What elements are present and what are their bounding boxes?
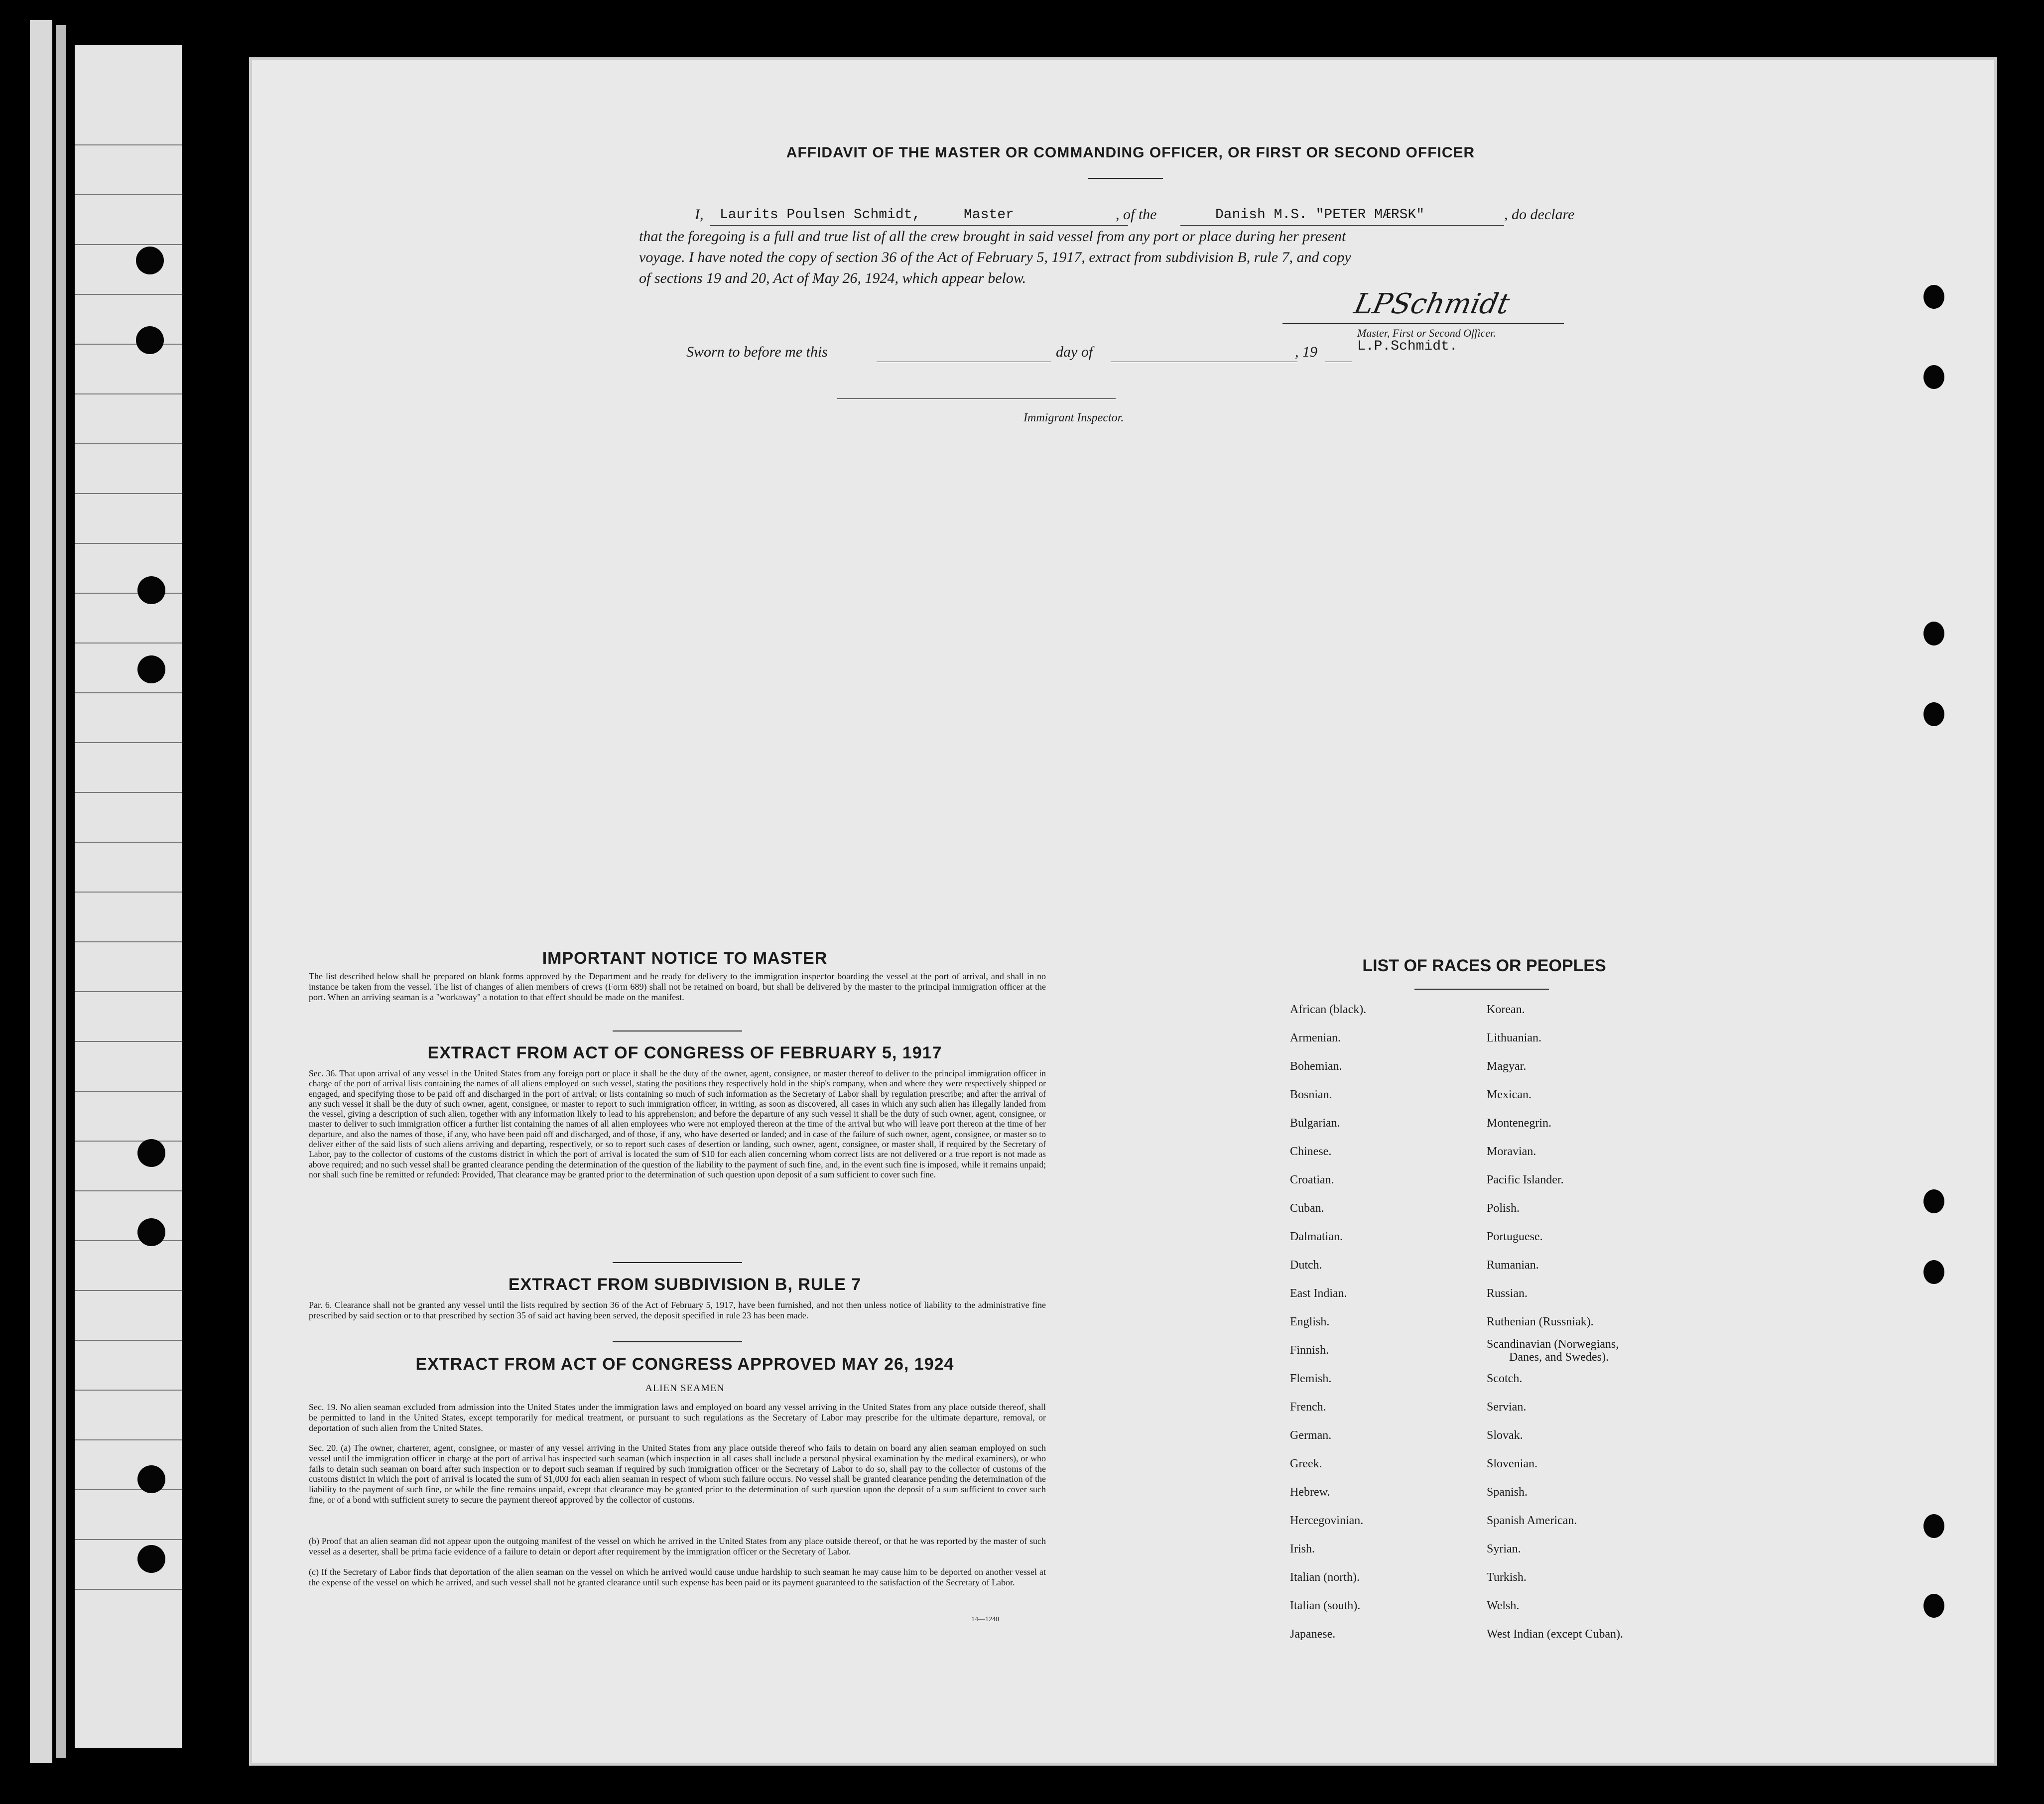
race-item: Montenegrin.: [1487, 1117, 1551, 1130]
punch-hole: [1923, 285, 1944, 309]
punch-hole: [137, 576, 165, 604]
extract-1917-text: Sec. 36. That upon arrival of any vessel in the United States from any foreign port or place it shall be the duty of the owner, agent, consignee, or master thereof to deliver to the principal immigration officer in charge of the port of arrival lists containing the names of all aliens employed on such vessel, stating the positions they respectively hold in the ship's company, when and where they were respectively shipped or engaged, and specifying those to be paid off and discharged in the port of arrival; or lists containing so much of such information as the Secretary of Labor shall by regulation prescribe; and after the arrival of any such vessel it shall be the duty of such owner, agent, consignee, or master to report to such immigration officer, in writing, as soon as discovered, all cases in which any such alien has illegally landed from the vessel, giving a description of such alien, together with any information likely to lead to his apprehension; and before the departure of any such vessel it shall be the duty of such owner, agent, consignee, or master to deliver to such immigration officer a further list containing the names of all alien employees who were not employed thereon at the time of the arrival but who will leave port thereon at the time of her departure, and also the names of those, if any, who have been paid off and discharged, and of those, if any, who have deserted or landed; and in case of the failure of such owner, agent, consignee, or master so to deliver either of the said lists of such aliens arriving and departing, respectively, or so to report such cases of desertion or landing, such owner, agent, consignee, or master shall, if required by the Secretary of Labor, pay to the collector of customs of the customs district in which the port of arrival is located the sum of $10 for each alien concerning whom correct lists are not delivered or a true report is not made as above required; and no such vessel shall be granted clearance pending the determination of the question of the liability to the payment of such fine, and, in the event such fine is imposed, while it remains unpaid; nor shall such fine be remitted or refunded: Provided, That clearance may be granted prior to the determination of such question upon deposit of a sum sufficient to cover such fine.: [309, 1068, 1046, 1179]
affidavit-line-2: that the foregoing is a full and true list of all the crew brought in said vessel from any port or place during her present: [639, 228, 1346, 245]
race-item: West Indian (except Cuban).: [1487, 1628, 1623, 1641]
race-item: Hercegovinian.: [1290, 1514, 1364, 1527]
race-item: Ruthenian (Russniak).: [1487, 1315, 1594, 1328]
sec-20c-text: (c) If the Secretary of Labor finds that deportation of the alien seaman on the vessel on which he arrived would cause undue hardship to such seaman he may cause him to be deported on another vessel at the expense of the vessel on which he arrived, and such vessel shall not be granted clearance until such expense has been paid or its payment guaranteed to the satisfaction of the Secretary of Labor.: [309, 1567, 1046, 1587]
race-item: Dutch.: [1290, 1259, 1322, 1272]
punch-hole: [136, 326, 164, 354]
signer-name: L.P.Schmidt.: [1357, 339, 1458, 354]
notice-title: IMPORTANT NOTICE TO MASTER: [542, 949, 828, 968]
binder-edge: [30, 20, 52, 1763]
race-item: Croatian.: [1290, 1173, 1334, 1186]
race-item: African (black).: [1290, 1003, 1367, 1016]
sec-20b-text: (b) Proof that an alien seaman did not appear upon the outgoing manifest of the vessel on which he arrived in the United States from any place outside thereof, or that he was reported by the master of such vessel as a deserter, shall be prima facie evidence of a failure to detain or deport after requirement by the immigration officer or the Secretary of Labor.: [309, 1536, 1046, 1556]
race-item: Scandinavian (Norwegians,: [1487, 1338, 1619, 1351]
punch-hole: [1923, 365, 1944, 389]
race-item: Italian (north).: [1290, 1571, 1360, 1584]
divider: [613, 1262, 742, 1263]
race-item: East Indian.: [1290, 1287, 1347, 1300]
race-item: Servian.: [1487, 1401, 1527, 1414]
punch-hole: [137, 1545, 165, 1573]
form-number: 14—1240: [971, 1616, 999, 1623]
declarant-name: Laurits Poulsen Schmidt,: [720, 207, 921, 223]
signature-line: [1282, 323, 1564, 324]
of-the-label: , of the: [1116, 206, 1157, 223]
race-item: Korean.: [1487, 1003, 1525, 1016]
race-item: Portuguese.: [1487, 1230, 1543, 1243]
punch-hole: [1923, 622, 1944, 645]
sec-19-text: Sec. 19. No alien seaman excluded from admission into the United States under the immigration laws and employed on board any vessel arriving in the United States from any place outside thereof, shall be permitted to land in the United States, except temporarily for medical treatment, or pursuant to such regulations as the Secretary of Labor may prescribe for the ultimate departure, removal, or deportation of such alien from the United States.: [309, 1402, 1046, 1433]
declarant-rank: Master: [964, 207, 1014, 223]
inspector-signature-line: [837, 398, 1116, 399]
divider: [1414, 989, 1549, 990]
race-item: Greek.: [1290, 1457, 1322, 1470]
punch-hole: [137, 1465, 165, 1493]
fill-line: [710, 225, 1128, 226]
race-item: Finnish.: [1290, 1344, 1329, 1357]
affidavit-line-4: of sections 19 and 20, Act of May 26, 1924, which appear below.: [639, 270, 1026, 286]
fill-line: [1180, 225, 1504, 226]
notice-text: The list described below shall be prepared on blank forms approved by the Department and be ready for delivery to the immigration inspector boarding the vessel at the port of arrival, and shall in no instance be taken from the vessel. The list of changes of alien members of crews (Form 689) shall not be retained on board, but shall be delivered by the master to the principal immigration officer at the port. When an arriving seaman is a "workaway" a notation to that effect should be made on the manifest.: [309, 971, 1046, 1002]
race-item: Magyar.: [1487, 1060, 1527, 1073]
race-item: Cuban.: [1290, 1202, 1324, 1215]
race-item: Chinese.: [1290, 1145, 1332, 1158]
race-item-continued: Danes, and Swedes).: [1509, 1351, 1609, 1364]
race-item: Turkish.: [1487, 1571, 1527, 1584]
race-item: Spanish American.: [1487, 1514, 1577, 1527]
race-item: Bosnian.: [1290, 1088, 1332, 1101]
divider: [613, 1341, 742, 1342]
race-item: German.: [1290, 1429, 1332, 1442]
master-signature: LPSchmidt: [1351, 288, 1513, 320]
race-item: Flemish.: [1290, 1372, 1332, 1385]
punch-hole: [1923, 702, 1944, 726]
race-item: Bulgarian.: [1290, 1117, 1340, 1130]
race-item: Spanish.: [1487, 1486, 1528, 1499]
year-label: , 19: [1295, 344, 1317, 360]
race-item: Italian (south).: [1290, 1599, 1361, 1612]
race-item: Japanese.: [1290, 1628, 1336, 1641]
affidavit-line-3: voyage. I have noted the copy of section 36 of the Act of February 5, 1917, extract from subdivision B, rule 7, and copy: [639, 249, 1351, 265]
race-item: Dalmatian.: [1290, 1230, 1343, 1243]
race-item: Slovenian.: [1487, 1457, 1537, 1470]
race-item: Moravian.: [1487, 1145, 1536, 1158]
race-item: Russian.: [1487, 1287, 1528, 1300]
race-item: Bohemian.: [1290, 1060, 1342, 1073]
extract-1917-title: EXTRACT FROM ACT OF CONGRESS OF FEBRUARY 5, 1917: [427, 1043, 942, 1062]
rule7-text: Par. 6. Clearance shall not be granted any vessel until the lists required by section 36 of the Act of February 5, 1917, have been furnished, and not then unless notice of liability to the administrative fine prescribed by said section or to that prescribed by section 35 of said act having been served, the deposit specified in rule 23 has been made.: [309, 1300, 1046, 1320]
race-item: English.: [1290, 1315, 1330, 1328]
race-item: Rumanian.: [1487, 1259, 1539, 1272]
document-page: [249, 57, 1997, 1766]
vessel-name: Danish M.S. "PETER MÆRSK": [1215, 207, 1425, 223]
inspector-label: Immigrant Inspector.: [1023, 411, 1124, 424]
day-of-label: day of: [1056, 344, 1093, 360]
punch-hole: [136, 247, 164, 274]
punch-hole: [137, 1139, 165, 1167]
alien-seamen-subtitle: ALIEN SEAMEN: [645, 1383, 725, 1394]
punch-hole: [1923, 1260, 1944, 1284]
affidavit-title: AFFIDAVIT OF THE MASTER OR COMMANDING OFFICER, OR FIRST OR SECOND OFFICER: [786, 144, 1475, 161]
signer-title: Master, First or Second Officer.: [1357, 327, 1496, 339]
race-item: Mexican.: [1487, 1088, 1532, 1101]
extract-1924-title: EXTRACT FROM ACT OF CONGRESS APPROVED MAY 26, 1924: [415, 1355, 954, 1374]
race-item: Armenian.: [1290, 1031, 1341, 1044]
race-item: Scotch.: [1487, 1372, 1523, 1385]
races-title: LIST OF RACES OR PEOPLES: [1362, 956, 1606, 975]
punch-hole: [1923, 1594, 1944, 1618]
punch-hole: [1923, 1189, 1944, 1213]
punch-hole: [1923, 1514, 1944, 1538]
race-item: Irish.: [1290, 1543, 1315, 1555]
race-item: Hebrew.: [1290, 1486, 1330, 1499]
adjacent-page-strip: [75, 45, 182, 1748]
rule7-title: EXTRACT FROM SUBDIVISION B, RULE 7: [508, 1275, 862, 1294]
race-item: Pacific Islander.: [1487, 1173, 1564, 1186]
race-item: Slovak.: [1487, 1429, 1523, 1442]
do-declare-label: , do declare: [1504, 206, 1575, 223]
punch-hole: [137, 1218, 165, 1246]
race-item: Syrian.: [1487, 1543, 1521, 1555]
sworn-label: Sworn to before me this: [686, 344, 828, 360]
race-item: French.: [1290, 1401, 1326, 1414]
race-item: Polish.: [1487, 1202, 1520, 1215]
i-prefix: I,: [695, 206, 704, 223]
binder-edge-shadow: [56, 25, 66, 1758]
race-item: Lithuanian.: [1487, 1031, 1541, 1044]
divider: [1088, 178, 1163, 179]
punch-hole: [137, 655, 165, 683]
sec-20a-text: Sec. 20. (a) The owner, charterer, agent, consignee, or master of any vessel arriving in the United States from any place outside thereof who fails to detain on board any alien seaman employed on such vessel until the immigration officer in charge at the port of arrival has inspected such seaman (which inspection in all cases shall include a personal physical examination by the medical examiners), or who fails to detain such seaman on board after such inspection or to deport such seaman if required by such immigration officer or the Secretary of Labor to do so, shall pay to the collector of customs of the customs district in which the port of arrival is located the sum of $1,000 for each alien seaman in respect of whom such failure occurs. No vessel shall be granted clearance pending the determination of the liability to the payment of such fine, or while the fine remains unpaid, except that clearance may be granted prior to the determination of such question upon the deposit of a sum sufficient to cover such fine, or of a bond with sufficient surety to secure the payment thereof approved by the collector of customs.: [309, 1443, 1046, 1505]
race-item: Welsh.: [1487, 1599, 1520, 1612]
